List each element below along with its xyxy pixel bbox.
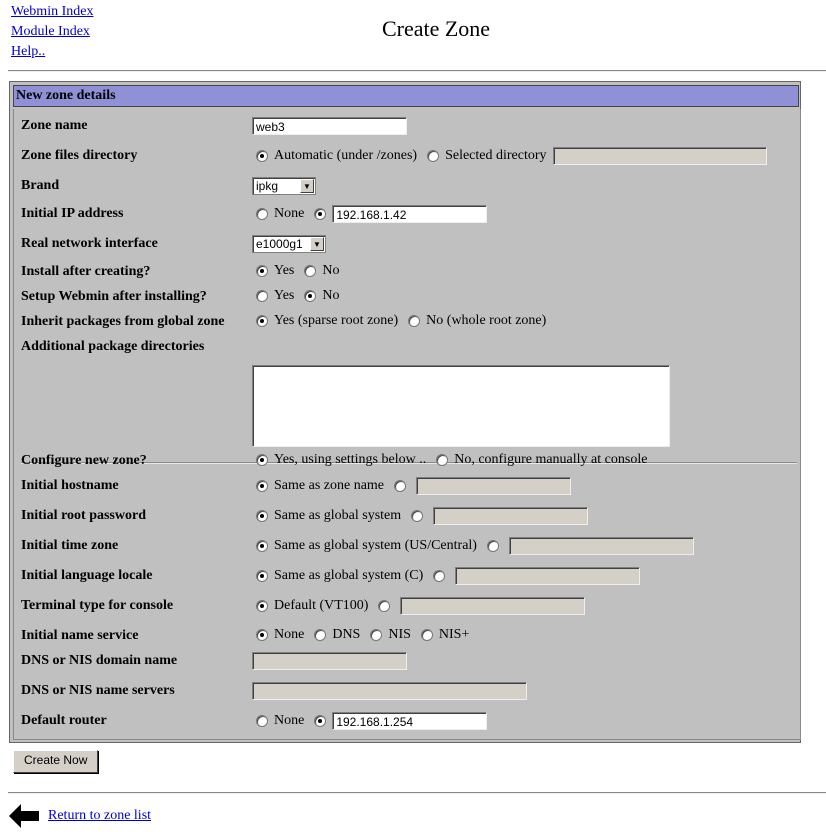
chevron-down-icon: ▼ [310, 237, 324, 251]
inherit-yes-radio[interactable] [256, 315, 268, 327]
hostname-default-label: Same as zone name [274, 478, 385, 493]
install-after-label: Install after creating? [21, 264, 151, 279]
root-pw-default-label: Same as global system [274, 508, 402, 523]
bottom-divider [8, 792, 826, 794]
ns-nis-radio[interactable] [370, 629, 382, 641]
configure-yes-label: Yes, using settings below .. [274, 452, 427, 467]
initial-locale-label: Initial language locale [21, 568, 153, 583]
module-index-link[interactable]: Module Index [11, 24, 90, 39]
hostname-custom-radio[interactable] [394, 480, 406, 492]
chevron-down-icon: ▼ [300, 179, 314, 193]
inherit-yes-label: Yes (sparse root zone) [274, 313, 399, 328]
real-net-if-select[interactable] [252, 235, 326, 253]
terminal-custom-radio[interactable] [378, 600, 390, 612]
name-service-label: Initial name service [21, 628, 139, 643]
panel-body [13, 109, 801, 740]
zone-dir-auto-radio[interactable] [256, 150, 268, 162]
help-link[interactable]: Help.. [11, 44, 46, 59]
initial-ip-none-label: None [274, 206, 305, 221]
zone-dir-auto-label: Automatic (under /zones) [274, 148, 418, 163]
ns-nisplus-radio[interactable] [421, 629, 433, 641]
tz-custom-radio[interactable] [487, 540, 499, 552]
return-nav [9, 804, 151, 828]
install-after-no-radio[interactable] [304, 265, 316, 277]
default-router-label: Default router [21, 713, 107, 728]
page-title: Create Zone [381, 16, 491, 41]
real-net-if-label: Real network interface [21, 236, 158, 251]
zone-files-dir-label: Zone files directory [21, 148, 138, 163]
zone-name-input[interactable]: web3 [252, 117, 407, 135]
create-now-button[interactable]: Create Now [13, 750, 98, 773]
initial-tz-label: Initial time zone [21, 538, 119, 553]
inherit-no-label: No (whole root zone) [426, 313, 547, 328]
ns-nisplus-label: NIS+ [438, 627, 470, 642]
zone-dir-selected-label: Selected directory [445, 148, 547, 163]
setup-webmin-label: Setup Webmin after installing? [21, 289, 207, 304]
root-pw-input[interactable] [433, 507, 588, 525]
router-input[interactable]: 192.168.1.254 [332, 712, 487, 730]
webmin-index-link[interactable]: Webmin Index [11, 4, 94, 19]
dns-servers-label: DNS or NIS name servers [21, 683, 175, 698]
zone-dir-input[interactable] [553, 147, 767, 165]
configure-no-radio[interactable] [436, 454, 448, 466]
ns-nis-label: NIS [388, 627, 411, 642]
dns-servers-input[interactable] [252, 682, 527, 700]
return-to-zone-list-link[interactable]: Return to zone list [48, 808, 152, 823]
zone-dir-selected-radio[interactable] [427, 150, 439, 162]
inherit-packages-label: Inherit packages from global zone [21, 314, 225, 329]
dns-domain-label: DNS or NIS domain name [21, 653, 178, 668]
router-custom-radio[interactable] [314, 715, 326, 727]
initial-ip-none-radio[interactable] [256, 208, 268, 220]
terminal-type-label: Terminal type for console [21, 598, 174, 613]
setup-webmin-no-radio[interactable] [304, 290, 316, 302]
additional-pkg-dirs-textarea[interactable] [252, 365, 670, 447]
real-net-if-select-value: e1000g1 [256, 237, 303, 251]
router-none-label: None [274, 713, 305, 728]
hostname-default-radio[interactable] [256, 480, 268, 492]
install-after-yes-label: Yes [274, 263, 295, 278]
terminal-default-radio[interactable] [256, 600, 268, 612]
new-zone-panel [9, 81, 801, 743]
additional-pkg-dirs-label: Additional package directories [21, 339, 205, 354]
brand-select[interactable] [252, 177, 316, 195]
ns-dns-radio[interactable] [314, 629, 326, 641]
top-divider [8, 70, 826, 72]
inherit-no-radio[interactable] [408, 315, 420, 327]
install-after-no-label: No [322, 263, 340, 278]
configure-zone-label: Configure new zone? [21, 453, 147, 468]
setup-webmin-no-label: No [322, 288, 340, 303]
root-pw-default-radio[interactable] [256, 510, 268, 522]
tz-default-radio[interactable] [256, 540, 268, 552]
panel-header: New zone details [13, 85, 799, 107]
locale-default-radio[interactable] [256, 570, 268, 582]
setup-webmin-yes-radio[interactable] [256, 290, 268, 302]
initial-ip-custom-radio[interactable] [314, 208, 326, 220]
back-arrow-icon[interactable] [9, 804, 39, 828]
ns-dns-label: DNS [332, 627, 361, 642]
initial-hostname-label: Initial hostname [21, 478, 119, 493]
hostname-input[interactable] [416, 477, 571, 495]
ns-none-radio[interactable] [256, 629, 268, 641]
initial-ip-input[interactable]: 192.168.1.42 [332, 205, 487, 223]
root-pw-custom-radio[interactable] [411, 510, 423, 522]
locale-input[interactable] [455, 567, 640, 585]
setup-webmin-yes-label: Yes [274, 288, 295, 303]
router-none-radio[interactable] [256, 715, 268, 727]
configure-yes-radio[interactable] [256, 454, 268, 466]
brand-label: Brand [21, 178, 60, 193]
brand-select-value: ipkg [256, 179, 279, 193]
terminal-input[interactable] [400, 597, 585, 615]
tz-input[interactable] [509, 537, 694, 555]
initial-root-pw-label: Initial root password [21, 508, 146, 523]
terminal-default-label: Default (VT100) [274, 598, 369, 613]
locale-custom-radio[interactable] [433, 570, 445, 582]
ns-none-label: None [274, 627, 305, 642]
install-after-yes-radio[interactable] [256, 265, 268, 277]
initial-ip-label: Initial IP address [21, 206, 124, 221]
locale-default-label: Same as global system (C) [274, 568, 424, 583]
configure-no-label: No, configure manually at console [454, 452, 648, 467]
dns-domain-input[interactable] [252, 652, 407, 670]
zone-name-label: Zone name [21, 118, 88, 133]
tz-default-label: Same as global system (US/Central) [274, 538, 477, 553]
